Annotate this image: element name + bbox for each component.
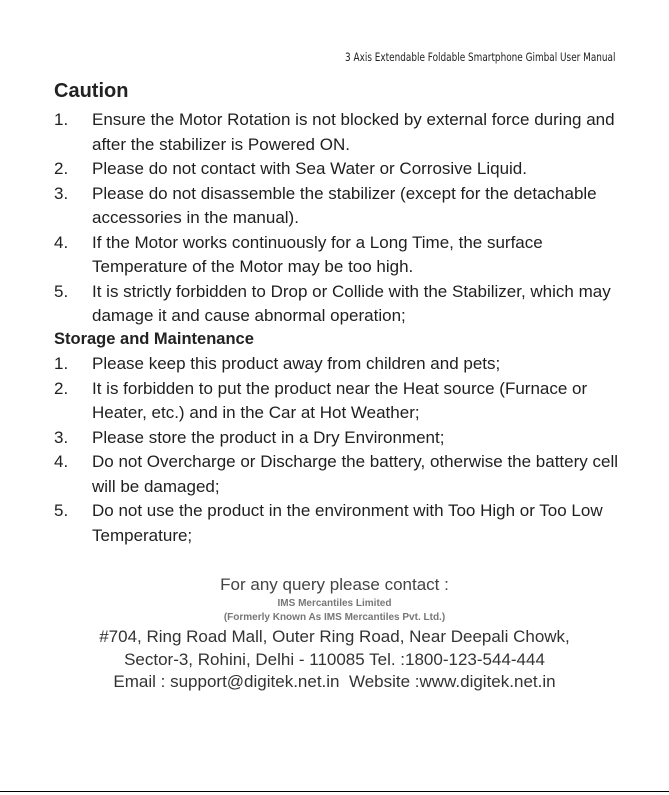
list-item-number: 2.: [54, 159, 69, 178]
list-item: [54, 352, 634, 377]
list-item: [54, 377, 634, 426]
bottom-divider: [0, 791, 669, 792]
list-item-number: 1.: [54, 110, 69, 129]
list-item: [54, 450, 634, 499]
storage-heading: Storage and Maintenance: [54, 330, 254, 348]
list-item-text: It is strictly forbidden to Drop or Collide with the Stabilizer, which may damage it and cause abnormal operation;: [92, 281, 611, 325]
list-item: [54, 231, 634, 280]
list-item-text: Do not Overcharge or Discharge the battery, otherwise the battery cell will be damaged;: [92, 452, 618, 496]
list-item-text: It is forbidden to put the product near the Heat source (Furnace or Heater, etc.) and in the Car at Hot Weather;: [92, 378, 588, 422]
list-item-text: Do not use the product in the environment with Too High or Too Low Temperature;: [92, 501, 603, 545]
list-item: [54, 426, 634, 451]
list-item-number: 1.: [54, 354, 69, 373]
caution-list: [54, 108, 634, 329]
manual-header-title: 3 Axis Extendable Foldable Smartphone Gimbal User Manual: [344, 50, 615, 64]
list-item-number: 3.: [54, 183, 69, 203]
list-item-number: 4.: [54, 452, 69, 471]
company-former-name: (Formerly Known As IMS Mercantiles Pvt. Ltd.): [223, 612, 446, 623]
list-item: [54, 157, 634, 182]
list-item-number: 2.: [54, 378, 69, 398]
address-line-1: #704, Ring Road Mall, Outer Ring Road, Near Deepali Chowk,: [99, 627, 570, 646]
list-item-number: 5.: [54, 501, 69, 520]
list-item-number: 3.: [54, 427, 69, 447]
storage-list: [54, 352, 634, 548]
list-item-text: Ensure the Motor Rotation is not blocked by external force during and after the stabilizer is Powered ON.: [92, 110, 615, 154]
contact-heading: For any query please contact :: [220, 575, 449, 594]
list-item: [54, 108, 634, 157]
list-item: [54, 499, 634, 548]
caution-heading: Caution: [54, 80, 129, 102]
list-item-text: Please keep this product away from children and pets;: [92, 354, 501, 373]
list-item: [54, 280, 634, 329]
list-item-number: 5.: [54, 281, 69, 301]
list-item-text: Please store the product in a Dry Environment;: [92, 427, 445, 447]
list-item-text: If the Motor works continuously for a Long Time, the surface Temperature of the Motor may be too high.: [92, 232, 543, 276]
list-item-number: 4.: [54, 232, 69, 252]
address-line-2: Sector-3, Rohini, Delhi - 110085 Tel. :1800-123-544-444: [124, 650, 545, 669]
list-item-text: Please do not contact with Sea Water or Corrosive Liquid.: [92, 159, 527, 178]
list-item-text: Please do not disassemble the stabilizer (except for the detachable accessories in the manual).: [92, 183, 597, 227]
email-website-line: Email : support@digitek.net.in Website :www.digitek.net.in: [113, 672, 556, 691]
company-name: IMS Mercantiles Limited: [277, 598, 392, 609]
list-item: [54, 182, 634, 231]
